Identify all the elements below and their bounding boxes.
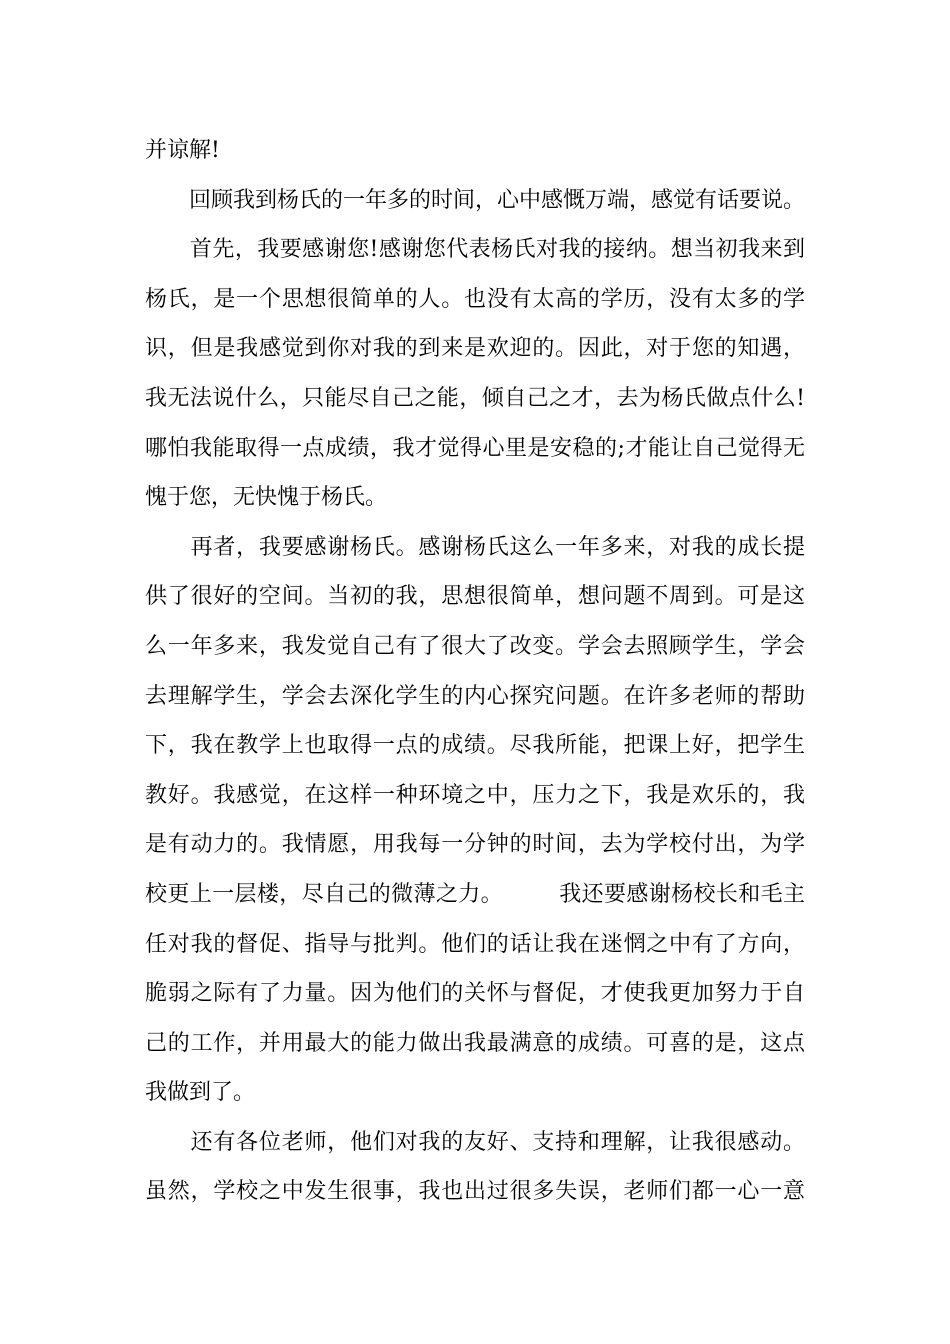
text-line: 任对我的督促、指导与批判。他们的话让我在迷惘之中有了方向，: [145, 931, 805, 957]
text-line: 虽然，学校之中发生很事，我也出过很多失误，老师们都一心一意: [145, 1179, 805, 1205]
text-line: 校更上一层楼，尽自己的微薄之力。 我还要感谢杨校长和毛主: [145, 881, 805, 907]
text-line: 我无法说什么，只能尽自己之能，倾自己之才，去为杨氏做点什么!: [145, 385, 805, 411]
text-line: 再者，我要感谢杨氏。感谢杨氏这么一年多来，对我的成长提: [145, 534, 805, 560]
text-line: 是有动力的。我情愿，用我每一分钟的时间，去为学校付出，为学: [145, 832, 805, 858]
text-line: 去理解学生，学会去深化学生的内心探究问题。在许多老师的帮助: [145, 683, 805, 709]
text-line: 下，我在教学上也取得一点的成绩。尽我所能，把课上好，把学生: [145, 733, 805, 759]
document-body: [145, 126, 805, 1217]
text-line: 教好。我感觉，在这样一种环境之中，压力之下，我是欢乐的，我: [145, 782, 805, 808]
text-line: 首先，我要感谢您!感谢您代表杨氏对我的接纳。想当初我来到: [145, 237, 805, 263]
text-line: 脆弱之际有了力量。因为他们的关怀与督促，才使我更加努力于自: [145, 981, 805, 1007]
text-line: 并谅解!: [145, 138, 220, 163]
text-line: 杨氏，是一个思想很简单的人。也没有太高的学历，没有太多的学: [145, 286, 805, 312]
text-line: 回顾我到杨氏的一年多的时间，心中感慨万端，感觉有话要说。: [145, 187, 805, 213]
text-line: 我做到了。: [145, 1080, 256, 1106]
text-line: 供了很好的空间。当初的我，思想很简单，想问题不周到。可是这: [145, 584, 805, 610]
text-line: 愧于您，无快愧于杨氏。: [145, 485, 388, 511]
text-line: 哪怕我能取得一点成绩，我才觉得心里是安稳的;才能让自己觉得无: [145, 435, 805, 461]
text-line: 还有各位老师，他们对我的友好、支持和理解，让我很感动。: [145, 1129, 805, 1155]
text-line: 识，但是我感觉到你对我的到来是欢迎的。因此，对于您的知遇，: [145, 336, 805, 362]
text-line: 么一年多来，我发觉自己有了很大了改变。学会去照顾学生，学会: [145, 633, 805, 659]
text-line: 己的工作，并用最大的能力做出我最满意的成绩。可喜的是，这点: [145, 1030, 805, 1056]
